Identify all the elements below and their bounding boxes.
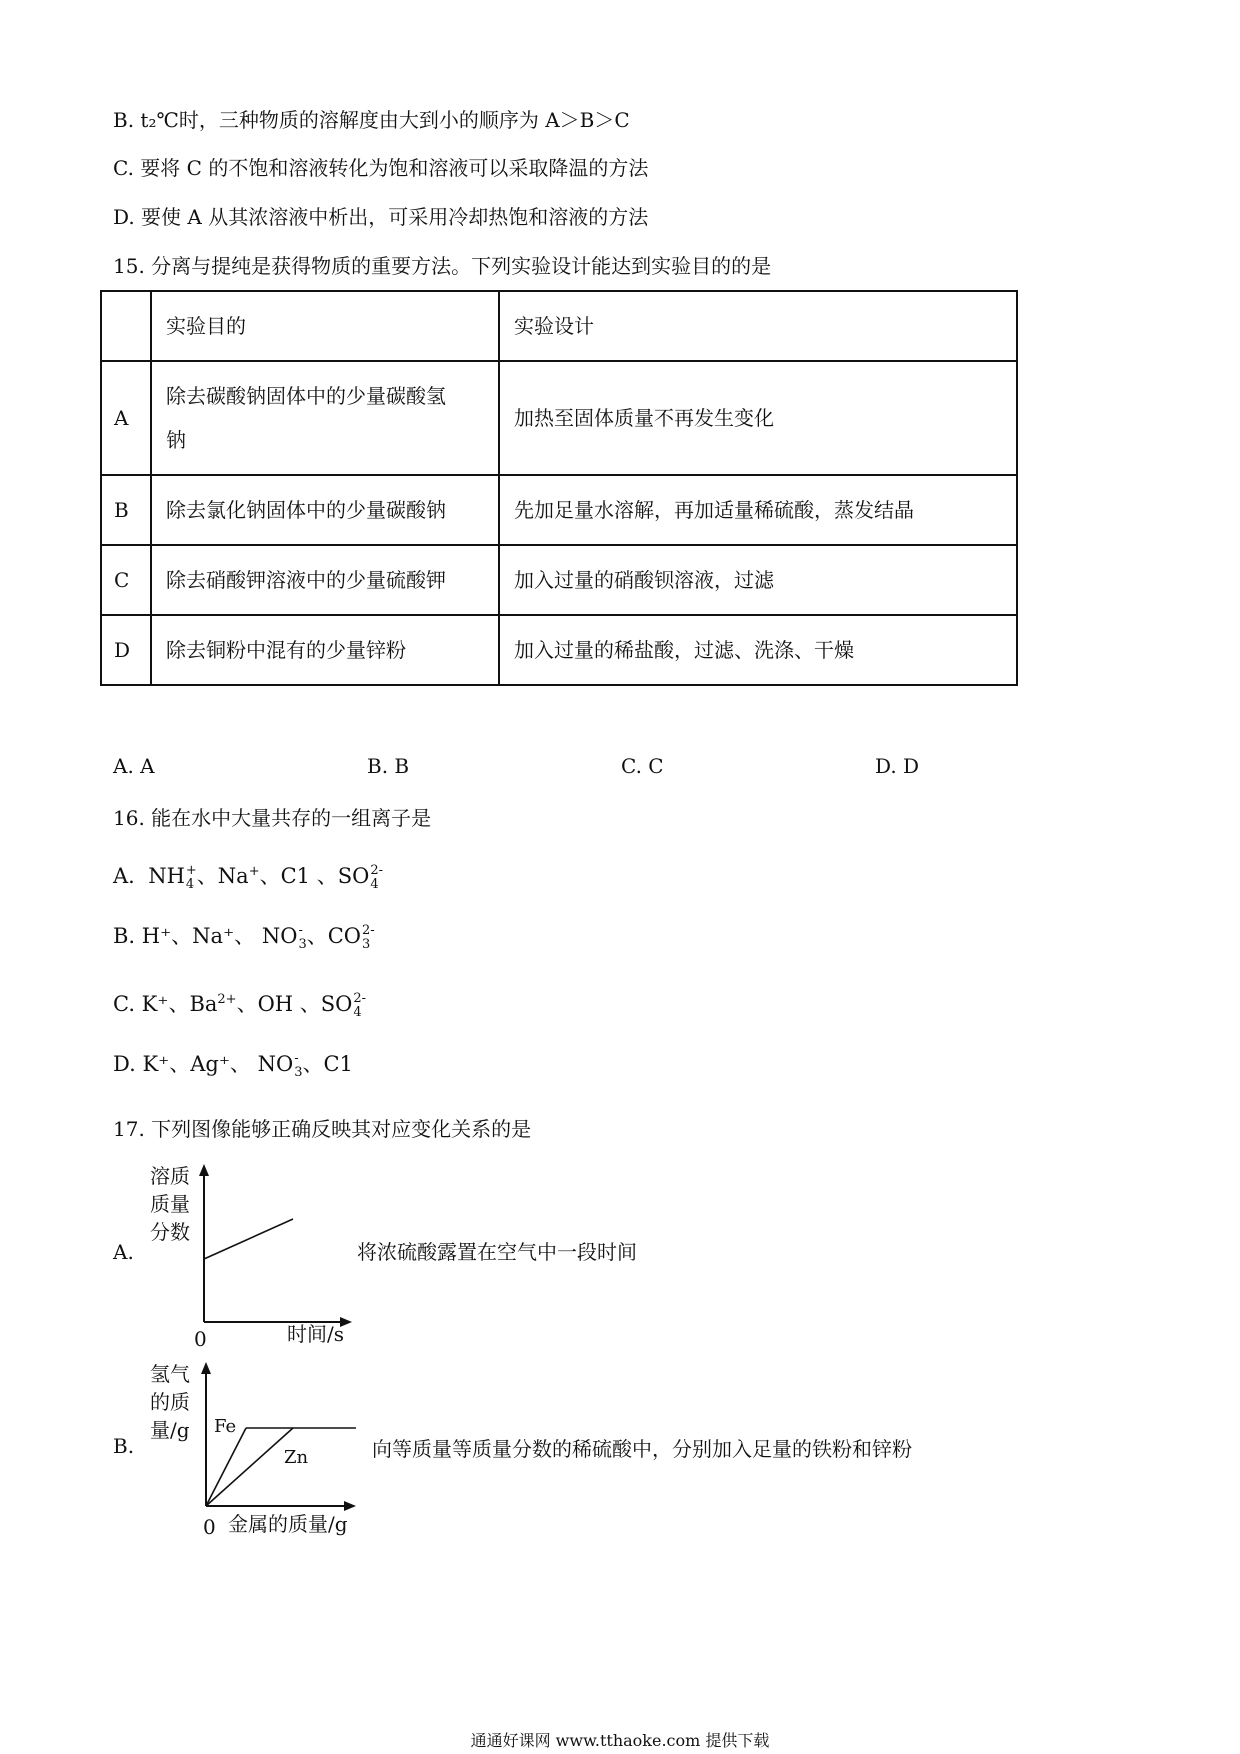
graph-a-ylabel-line: 分数	[150, 1220, 190, 1244]
row-label: D	[101, 615, 151, 685]
q16-option-a[interactable]: A. NH + 4 、Na+、C1 、SO 2- 4	[113, 862, 383, 892]
table-row	[101, 615, 1017, 685]
graph-b-label: B.	[113, 1434, 135, 1458]
graph-b-ylabel	[150, 1360, 190, 1444]
fe-line	[206, 1428, 246, 1506]
graph-b-ylabel-line: 量/g	[150, 1418, 190, 1442]
q16-option-d[interactable]: D. K⁺、Ag⁺、 NO - 3 、C1	[113, 1050, 353, 1080]
graph-b-plot	[198, 1358, 368, 1518]
q14-option-d: D. 要使 A 从其浓溶液中析出，可采用冷却热饱和溶液的方法	[113, 205, 649, 229]
q14-option-b: B. t₂℃时，三种物质的溶解度由大到小的顺序为 A＞B＞C	[113, 108, 630, 132]
zn-line	[206, 1428, 293, 1506]
table-header-cell	[101, 291, 151, 361]
graph-b-origin: 0	[203, 1515, 216, 1539]
q16-option-c[interactable]: C. K⁺、$Ba^{2+}$、OH 、SO 2- 4	[113, 990, 367, 1020]
table-row	[101, 545, 1017, 615]
q15-question: 15. 分离与提纯是获得物质的重要方法。下列实验设计能达到实验目的的是	[113, 254, 772, 278]
row-purpose	[151, 361, 499, 475]
option-prefix: D. K⁺、Ag⁺、	[113, 1052, 251, 1076]
option-prefix: C. K⁺、Ba	[113, 992, 218, 1016]
graph-b-ylabel-line: 的质	[150, 1390, 190, 1414]
table-row	[101, 475, 1017, 545]
graph-a-ylabel	[150, 1162, 190, 1246]
q14-option-c: C. 要将 C 的不饱和溶液转化为饱和溶液可以采取降温的方法	[113, 156, 649, 180]
graph-b-description: 向等质量等质量分数的稀硫酸中，分别加入足量的铁粉和锌粉	[372, 1437, 912, 1461]
option-prefix: A.	[113, 864, 135, 888]
table-row	[101, 361, 1017, 475]
q17-question: 17. 下列图像能够正确反映其对应变化关系的是	[113, 1117, 532, 1141]
table-header-cell: 实验目的	[151, 291, 499, 361]
graph-a-plot	[196, 1162, 356, 1332]
choice-a[interactable]: A. A	[113, 754, 155, 778]
choice-c[interactable]: C. C	[621, 754, 664, 778]
row-design: 加入过量的硝酸钡溶液，过滤	[499, 545, 1017, 615]
graph-a-label: A.	[113, 1240, 134, 1264]
graph-a-ylabel-line: 质量	[150, 1192, 190, 1216]
y-axis-arrow-icon	[201, 1362, 211, 1374]
graph-a-description: 将浓硫酸露置在空气中一段时间	[357, 1240, 637, 1264]
row-label: A	[101, 361, 151, 475]
q15-table	[100, 290, 1018, 686]
row-purpose-line: 钠	[166, 428, 186, 452]
y-axis-arrow-icon	[199, 1164, 209, 1176]
graph-a-ylabel-line: 溶质	[150, 1164, 190, 1188]
row-purpose: 除去铜粉中混有的少量锌粉	[151, 615, 499, 685]
q15-choices	[113, 754, 1013, 782]
choice-b[interactable]: B. B	[367, 754, 410, 778]
graph-a-origin: 0	[194, 1327, 207, 1351]
row-purpose: 除去氯化钠固体中的少量碳酸钠	[151, 475, 499, 545]
graph-b-ylabel-line: 氢气	[150, 1362, 190, 1386]
graph-b-xlabel: 金属的质量/g	[228, 1512, 348, 1536]
q16-question: 16. 能在水中大量共存的一组离子是	[113, 806, 432, 830]
row-design: 先加足量水溶解，再加适量稀硫酸，蒸发结晶	[499, 475, 1017, 545]
row-label: C	[101, 545, 151, 615]
row-purpose: 除去硝酸钾溶液中的少量硫酸钾	[151, 545, 499, 615]
graph-b-series-zn: Zn	[284, 1447, 309, 1468]
row-purpose-line: 除去碳酸钠固体中的少量碳酸氢	[166, 384, 446, 408]
table-header-cell: 实验设计	[499, 291, 1017, 361]
q16-option-b[interactable]: B. H⁺、Na⁺、 NO - 3 、CO 2- 3	[113, 922, 375, 952]
data-line	[204, 1219, 293, 1259]
row-design: 加入过量的稀盐酸，过滤、洗涤、干燥	[499, 615, 1017, 685]
choice-d[interactable]: D. D	[875, 754, 920, 778]
graph-b-series-fe: Fe	[214, 1416, 237, 1437]
table-header-row	[101, 291, 1017, 361]
row-design: 加热至固体质量不再发生变化	[499, 361, 1017, 475]
option-prefix: B. H⁺、Na⁺、	[113, 924, 256, 948]
footer: 通通好课网 www.tthaoke.com 提供下载	[470, 1731, 770, 1750]
graph-a-xlabel: 时间/s	[287, 1322, 345, 1346]
row-label: B	[101, 475, 151, 545]
